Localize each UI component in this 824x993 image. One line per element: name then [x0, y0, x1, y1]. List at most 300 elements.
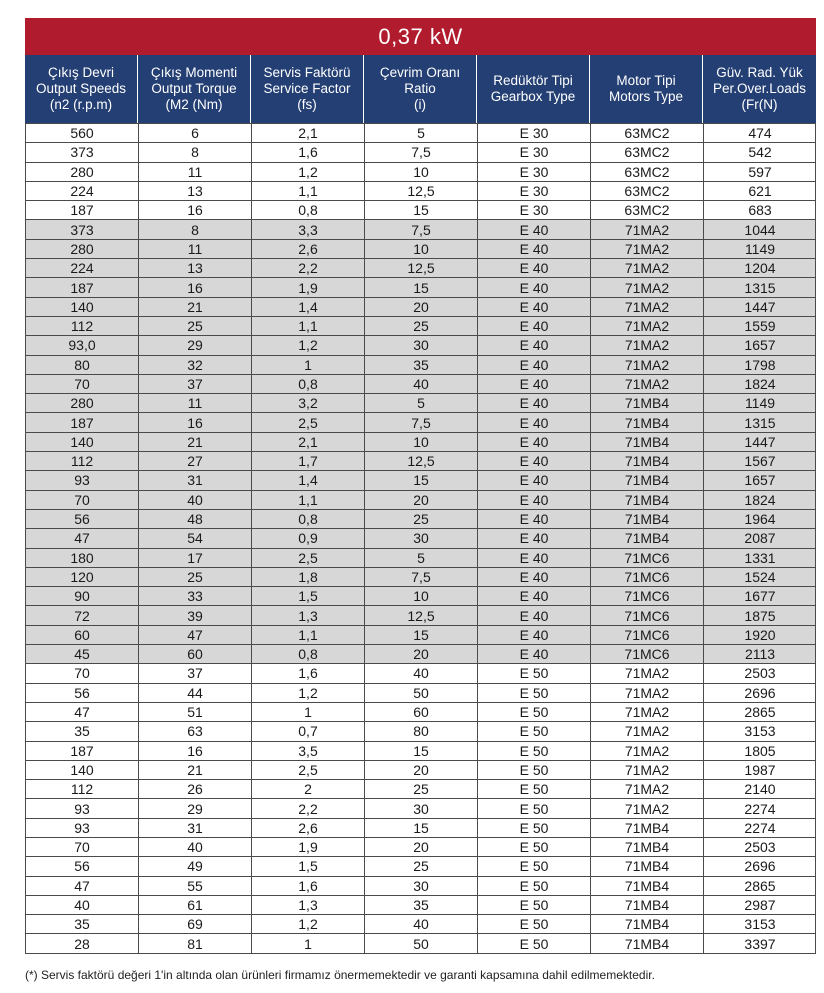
cell-service-factor: 1,6 [252, 877, 365, 895]
cell-gearbox-type: E 40 [478, 471, 591, 489]
cell-service-factor: 3,2 [252, 394, 365, 412]
cell-output-speed: 70 [26, 664, 139, 682]
cell-overhung-load: 1987 [744, 761, 776, 778]
table-row [26, 933, 815, 952]
header-line: Output Speeds [35, 81, 127, 96]
table-row [26, 277, 815, 296]
cell-motor-type: 71MA2 [591, 317, 704, 335]
cell-output-torque: 54 [139, 529, 252, 547]
cell-output-speed: 35 [26, 722, 139, 740]
cell-output-torque: 40 [139, 838, 252, 856]
cell-overhung-load: 2087 [744, 530, 776, 547]
cell-service-factor: 1 [252, 703, 365, 721]
cell-output-torque: 69 [139, 915, 252, 933]
cell-motor-type: 71MA2 [591, 356, 704, 374]
cell-output-speed: 47 [26, 877, 139, 895]
cell-overhung-load: 2274 [744, 800, 776, 817]
header-line: Servis Faktörü [263, 65, 351, 80]
cell-gearbox-type: E 50 [478, 664, 591, 682]
cell-motor-type: 71MA2 [591, 240, 704, 258]
cell-overhung-load: 474 [748, 125, 772, 142]
cell-output-speed: 280 [26, 394, 139, 412]
cell-ratio: 20 [365, 298, 478, 316]
cell-overhung-load: 1559 [744, 318, 776, 335]
cell-motor-type: 71MC6 [591, 645, 704, 663]
cell-ratio: 15 [365, 626, 478, 644]
cell-output-torque: 16 [139, 742, 252, 760]
cell-ratio: 15 [365, 742, 478, 760]
cell-service-factor: 1,1 [252, 626, 365, 644]
cell-motor-type: 71MC6 [591, 587, 704, 605]
cell-ratio: 35 [365, 896, 478, 914]
cell-overhung-load: 1447 [744, 298, 776, 315]
cell-overhung-load: 1149 [744, 240, 776, 257]
cell-motor-type: 71MA2 [591, 742, 704, 760]
header-overhung-load [703, 55, 816, 123]
cell-motor-type: 63MC2 [591, 201, 704, 219]
cell-output-torque: 25 [139, 317, 252, 335]
table-row [26, 914, 815, 933]
cell-output-torque: 61 [139, 896, 252, 914]
cell-gearbox-type: E 30 [478, 124, 591, 142]
cell-service-factor: 2,2 [252, 799, 365, 817]
cell-motor-type: 71MA2 [591, 684, 704, 702]
table-row [26, 605, 815, 624]
cell-overhung-load: 542 [748, 144, 772, 161]
cell-ratio: 30 [365, 799, 478, 817]
cell-service-factor: 1,6 [252, 664, 365, 682]
table-row [26, 412, 815, 431]
cell-service-factor: 1,5 [252, 857, 365, 875]
cell-output-torque: 40 [139, 491, 252, 509]
header-row [25, 55, 816, 123]
cell-output-torque: 60 [139, 645, 252, 663]
cell-output-torque: 47 [139, 626, 252, 644]
cell-output-speed: 120 [26, 568, 139, 586]
cell-output-torque: 63 [139, 722, 252, 740]
cell-motor-type: 71MA2 [591, 220, 704, 238]
cell-output-torque: 11 [139, 240, 252, 258]
cell-output-speed: 80 [26, 356, 139, 374]
cell-service-factor: 1,3 [252, 606, 365, 624]
cell-output-torque: 33 [139, 587, 252, 605]
cell-service-factor: 2,1 [252, 433, 365, 451]
table-row [26, 219, 815, 238]
cell-ratio: 25 [365, 317, 478, 335]
table-row [26, 528, 815, 547]
header-line: (Fr(N) [741, 97, 778, 112]
cell-ratio: 25 [365, 780, 478, 798]
header-line: Çıkış Devri [47, 65, 114, 80]
cell-motor-type: 63MC2 [591, 182, 704, 200]
cell-overhung-load: 1447 [744, 433, 776, 450]
table-row [26, 355, 815, 374]
cell-gearbox-type: E 40 [478, 452, 591, 470]
cell-motor-type: 63MC2 [591, 143, 704, 161]
cell-gearbox-type: E 40 [478, 220, 591, 238]
cell-overhung-load: 2696 [744, 858, 776, 875]
cell-ratio: 7,5 [365, 143, 478, 161]
cell-service-factor: 0,8 [252, 645, 365, 663]
cell-output-speed: 560 [26, 124, 139, 142]
cell-ratio: 35 [365, 356, 478, 374]
cell-service-factor: 2,1 [252, 124, 365, 142]
cell-output-speed: 90 [26, 587, 139, 605]
cell-ratio: 5 [365, 549, 478, 567]
cell-motor-type: 71MB4 [591, 896, 704, 914]
cell-output-torque: 29 [139, 336, 252, 354]
table-row [26, 258, 815, 277]
cell-overhung-load: 2865 [744, 877, 776, 894]
cell-service-factor: 1,4 [252, 471, 365, 489]
cell-ratio: 25 [365, 510, 478, 528]
cell-motor-type: 71MB4 [591, 413, 704, 431]
cell-service-factor: 3,3 [252, 220, 365, 238]
cell-gearbox-type: E 30 [478, 163, 591, 181]
cell-gearbox-type: E 50 [478, 761, 591, 779]
cell-service-factor: 1,1 [252, 182, 365, 200]
header-output-torque [138, 55, 251, 123]
cell-service-factor: 1,9 [252, 278, 365, 296]
cell-output-speed: 35 [26, 915, 139, 933]
cell-output-torque: 6 [139, 124, 252, 142]
cell-service-factor: 1,9 [252, 838, 365, 856]
cell-service-factor: 1,2 [252, 336, 365, 354]
cell-output-speed: 140 [26, 298, 139, 316]
cell-gearbox-type: E 40 [478, 240, 591, 258]
cell-output-torque: 17 [139, 549, 252, 567]
cell-output-torque: 16 [139, 201, 252, 219]
cell-ratio: 30 [365, 529, 478, 547]
cell-overhung-load: 1920 [744, 626, 776, 643]
cell-service-factor: 2,5 [252, 761, 365, 779]
cell-gearbox-type: E 50 [478, 799, 591, 817]
cell-service-factor: 1,3 [252, 896, 365, 914]
cell-service-factor: 1,2 [252, 684, 365, 702]
cell-motor-type: 71MB4 [591, 471, 704, 489]
cell-gearbox-type: E 40 [478, 356, 591, 374]
cell-motor-type: 71MA2 [591, 761, 704, 779]
table-row [26, 123, 815, 142]
cell-gearbox-type: E 40 [478, 375, 591, 393]
cell-ratio: 15 [365, 471, 478, 489]
cell-output-torque: 37 [139, 375, 252, 393]
cell-output-speed: 224 [26, 259, 139, 277]
cell-output-speed: 56 [26, 857, 139, 875]
header-motor-type [590, 55, 703, 123]
cell-overhung-load: 1805 [744, 742, 776, 759]
cell-motor-type: 71MA2 [591, 664, 704, 682]
footnote: (*) Servis faktörü değeri 1'in altında olan ürünleri firmamız önermemektedir ve garanti kapsamına dahil edilmemektedir. [25, 968, 655, 982]
cell-output-torque: 29 [139, 799, 252, 817]
cell-service-factor: 2,2 [252, 259, 365, 277]
cell-output-torque: 27 [139, 452, 252, 470]
power-title: 0,37 kW [25, 18, 816, 55]
table-row [26, 663, 815, 682]
cell-output-torque: 21 [139, 761, 252, 779]
cell-service-factor: 0,9 [252, 529, 365, 547]
cell-motor-type: 71MA2 [591, 298, 704, 316]
cell-ratio: 25 [365, 857, 478, 875]
cell-overhung-load: 621 [748, 183, 772, 200]
cell-service-factor: 0,8 [252, 510, 365, 528]
cell-gearbox-type: E 40 [478, 491, 591, 509]
header-line: Motor Tipi [616, 73, 676, 88]
cell-overhung-load: 2503 [744, 839, 776, 856]
cell-ratio: 80 [365, 722, 478, 740]
cell-output-speed: 56 [26, 684, 139, 702]
cell-ratio: 30 [365, 877, 478, 895]
cell-output-speed: 60 [26, 626, 139, 644]
cell-ratio: 5 [365, 124, 478, 142]
table-row [26, 142, 815, 161]
cell-overhung-load: 2503 [744, 665, 776, 682]
cell-motor-type: 71MA2 [591, 703, 704, 721]
cell-gearbox-type: E 50 [478, 857, 591, 875]
cell-output-speed: 40 [26, 896, 139, 914]
table-row [26, 490, 815, 509]
cell-overhung-load: 2113 [744, 646, 776, 663]
cell-output-speed: 180 [26, 549, 139, 567]
table-row [26, 239, 815, 258]
table-row [26, 567, 815, 586]
cell-output-speed: 373 [26, 143, 139, 161]
table-row [26, 200, 815, 219]
header-gearbox-type [477, 55, 590, 123]
cell-output-speed: 70 [26, 838, 139, 856]
cell-service-factor: 2,6 [252, 819, 365, 837]
cell-ratio: 20 [365, 838, 478, 856]
cell-service-factor: 2,5 [252, 413, 365, 431]
cell-output-torque: 8 [139, 143, 252, 161]
cell-output-speed: 70 [26, 375, 139, 393]
header-output-speed [25, 55, 138, 123]
table-row [26, 644, 815, 663]
cell-output-torque: 39 [139, 606, 252, 624]
cell-output-speed: 187 [26, 278, 139, 296]
cell-service-factor: 2 [252, 780, 365, 798]
cell-output-speed: 112 [26, 452, 139, 470]
cell-motor-type: 71MB4 [591, 915, 704, 933]
header-line: Güv. Rad. Yük [716, 65, 803, 80]
cell-gearbox-type: E 40 [478, 317, 591, 335]
cell-output-torque: 8 [139, 220, 252, 238]
table-row [26, 393, 815, 412]
table-row [26, 876, 815, 895]
cell-motor-type: 71MC6 [591, 568, 704, 586]
cell-ratio: 12,5 [365, 452, 478, 470]
cell-motor-type: 71MA2 [591, 799, 704, 817]
table-row [26, 451, 815, 470]
table-row [26, 721, 815, 740]
cell-motor-type: 71MA2 [591, 722, 704, 740]
cell-service-factor: 1,2 [252, 915, 365, 933]
cell-gearbox-type: E 30 [478, 143, 591, 161]
cell-ratio: 10 [365, 433, 478, 451]
cell-service-factor: 1 [252, 356, 365, 374]
header-ratio [364, 55, 477, 123]
cell-ratio: 40 [365, 375, 478, 393]
header-line: Ratio [404, 81, 436, 96]
header-line: Service Factor [263, 81, 351, 96]
cell-service-factor: 1,2 [252, 163, 365, 181]
cell-output-speed: 70 [26, 491, 139, 509]
header-line: Çıkış Momenti [150, 65, 238, 80]
cell-gearbox-type: E 50 [478, 915, 591, 933]
cell-service-factor: 1,6 [252, 143, 365, 161]
cell-motor-type: 71MB4 [591, 838, 704, 856]
table-row [26, 316, 815, 335]
table-row [26, 335, 815, 354]
cell-output-speed: 280 [26, 163, 139, 181]
cell-output-torque: 25 [139, 568, 252, 586]
cell-motor-type: 71MB4 [591, 934, 704, 952]
cell-motor-type: 71MB4 [591, 510, 704, 528]
cell-gearbox-type: E 40 [478, 259, 591, 277]
cell-ratio: 7,5 [365, 413, 478, 431]
cell-motor-type: 71MB4 [591, 394, 704, 412]
cell-service-factor: 0,8 [252, 201, 365, 219]
cell-service-factor: 1,1 [252, 317, 365, 335]
cell-output-speed: 72 [26, 606, 139, 624]
cell-output-speed: 373 [26, 220, 139, 238]
cell-ratio: 10 [365, 163, 478, 181]
header-line: Output Torque [151, 81, 237, 96]
cell-overhung-load: 1824 [744, 376, 776, 392]
cell-output-speed: 187 [26, 201, 139, 219]
cell-output-speed: 28 [26, 934, 139, 952]
cell-output-speed: 47 [26, 529, 139, 547]
cell-gearbox-type: E 40 [478, 529, 591, 547]
header-line: (fs) [297, 97, 317, 112]
cell-output-torque: 49 [139, 857, 252, 875]
cell-ratio: 50 [365, 934, 478, 952]
cell-output-torque: 31 [139, 471, 252, 489]
cell-ratio: 20 [365, 761, 478, 779]
table-row [26, 856, 815, 875]
cell-gearbox-type: E 40 [478, 510, 591, 528]
header-line: Motors Type [608, 89, 684, 104]
cell-ratio: 7,5 [365, 568, 478, 586]
cell-output-torque: 11 [139, 394, 252, 412]
cell-ratio: 15 [365, 819, 478, 837]
cell-service-factor: 1,1 [252, 491, 365, 509]
cell-ratio: 10 [365, 587, 478, 605]
table-body [25, 123, 816, 954]
cell-motor-type: 71MA2 [591, 375, 704, 393]
cell-motor-type: 71MC6 [591, 606, 704, 624]
cell-ratio: 15 [365, 278, 478, 296]
cell-overhung-load: 2140 [744, 781, 776, 798]
cell-output-speed: 45 [26, 645, 139, 663]
table-row [26, 779, 815, 798]
cell-motor-type: 71MB4 [591, 433, 704, 451]
cell-output-speed: 56 [26, 510, 139, 528]
cell-motor-type: 71MA2 [591, 336, 704, 354]
cell-output-torque: 16 [139, 278, 252, 296]
cell-overhung-load: 1044 [744, 221, 776, 238]
table-row [26, 741, 815, 760]
cell-output-torque: 13 [139, 182, 252, 200]
cell-gearbox-type: E 40 [478, 587, 591, 605]
cell-overhung-load: 1798 [744, 356, 776, 373]
cell-output-speed: 140 [26, 433, 139, 451]
cell-overhung-load: 3397 [744, 935, 776, 952]
cell-service-factor: 2,5 [252, 549, 365, 567]
cell-motor-type: 71MA2 [591, 780, 704, 798]
table-row [26, 818, 815, 837]
cell-overhung-load: 1524 [744, 568, 776, 585]
cell-overhung-load: 1677 [744, 588, 776, 605]
cell-service-factor: 1 [252, 934, 365, 952]
table-row [26, 760, 815, 779]
cell-output-torque: 21 [139, 298, 252, 316]
cell-service-factor: 1,8 [252, 568, 365, 586]
cell-ratio: 40 [365, 664, 478, 682]
cell-motor-type: 71MB4 [591, 491, 704, 509]
table-row [26, 625, 815, 644]
cell-gearbox-type: E 30 [478, 182, 591, 200]
table-row [26, 509, 815, 528]
cell-overhung-load: 1824 [744, 491, 776, 508]
power-table [25, 18, 816, 954]
cell-service-factor: 1,7 [252, 452, 365, 470]
cell-overhung-load: 2274 [744, 819, 776, 836]
cell-gearbox-type: E 40 [478, 568, 591, 586]
header-line: Redüktör Tipi [493, 73, 573, 88]
table-row [26, 432, 815, 451]
cell-output-torque: 48 [139, 510, 252, 528]
cell-ratio: 12,5 [365, 182, 478, 200]
cell-output-torque: 26 [139, 780, 252, 798]
header-line: (i) [414, 97, 426, 112]
table-row [26, 548, 815, 567]
cell-ratio: 7,5 [365, 220, 478, 238]
cell-gearbox-type: E 30 [478, 201, 591, 219]
cell-service-factor: 1,5 [252, 587, 365, 605]
cell-motor-type: 63MC2 [591, 124, 704, 142]
cell-overhung-load: 1331 [744, 549, 776, 566]
table-row [26, 297, 815, 316]
cell-gearbox-type: E 50 [478, 742, 591, 760]
table-row [26, 181, 815, 200]
cell-output-torque: 13 [139, 259, 252, 277]
cell-gearbox-type: E 40 [478, 336, 591, 354]
cell-output-speed: 93 [26, 471, 139, 489]
cell-output-speed: 93 [26, 819, 139, 837]
cell-output-torque: 31 [139, 819, 252, 837]
cell-gearbox-type: E 40 [478, 413, 591, 431]
table-row [26, 374, 815, 393]
cell-motor-type: 71MA2 [591, 278, 704, 296]
cell-service-factor: 2,6 [252, 240, 365, 258]
header-line: (n2 (r.p.m) [49, 97, 113, 112]
cell-output-speed: 187 [26, 413, 139, 431]
cell-gearbox-type: E 40 [478, 606, 591, 624]
cell-ratio: 40 [365, 915, 478, 933]
cell-output-speed: 93,0 [26, 336, 139, 354]
table-row [26, 470, 815, 489]
cell-motor-type: 71MC6 [591, 626, 704, 644]
cell-motor-type: 71MB4 [591, 877, 704, 895]
cell-overhung-load: 1315 [744, 279, 776, 296]
cell-gearbox-type: E 50 [478, 838, 591, 856]
cell-gearbox-type: E 40 [478, 433, 591, 451]
cell-motor-type: 71MB4 [591, 857, 704, 875]
cell-overhung-load: 1964 [744, 511, 776, 528]
cell-motor-type: 63MC2 [591, 163, 704, 181]
cell-gearbox-type: E 40 [478, 626, 591, 644]
